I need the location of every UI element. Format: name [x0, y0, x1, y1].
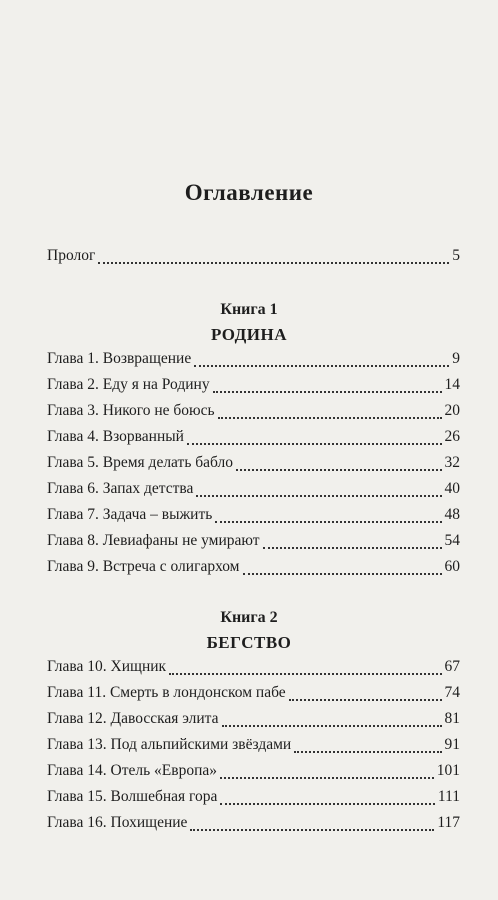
toc-entry-chapter-7 — [47, 506, 460, 528]
toc-entry-page: 101 — [436, 762, 460, 779]
toc-entry-chapter-11 — [47, 684, 460, 706]
toc-entry-chapter-2 — [47, 376, 460, 398]
book-1-label: Книга 1 — [220, 301, 278, 318]
toc-entry-page: 14 — [444, 376, 460, 393]
dot-leader — [169, 673, 441, 675]
dot-leader — [220, 803, 435, 805]
toc-entry-chapter-3 — [47, 402, 460, 424]
toc-entry-chapter-13 — [47, 736, 460, 758]
toc-entry-label: Глава 4. Взорванный — [47, 428, 184, 445]
toc-title: Оглавление — [184, 180, 314, 205]
toc-entry-label: Глава 8. Левиафаны не умирают — [47, 532, 260, 549]
toc-entry-label: Глава 2. Еду я на Родину — [47, 376, 210, 393]
toc-entry-chapter-12 — [47, 710, 460, 732]
toc-entry-label: Глава 3. Никого не боюсь — [47, 402, 215, 419]
toc-entry-chapter-15 — [47, 788, 460, 810]
dot-leader — [196, 495, 441, 497]
dot-leader — [187, 443, 442, 445]
toc-entry-page: 40 — [444, 480, 460, 497]
toc-entry-page: 20 — [444, 402, 460, 419]
toc-entry-chapter-5 — [47, 454, 460, 476]
toc-entry-label: Глава 13. Под альпийскими звёздами — [47, 736, 292, 753]
toc-entry-label: Глава 1. Возвращение — [47, 350, 192, 367]
dot-leader — [218, 417, 442, 419]
toc-entry-label: Глава 14. Отель «Европа» — [47, 762, 218, 779]
toc-entry-label: Пролог — [47, 247, 96, 264]
dot-leader — [263, 547, 442, 549]
toc-entry-page: 48 — [444, 506, 460, 523]
book-2-name: БЕГСТВО — [206, 633, 292, 652]
dot-leader — [194, 365, 449, 367]
dot-leader — [220, 777, 434, 779]
toc-entry-page: 26 — [444, 428, 460, 445]
toc-entry-label: Глава 9. Встреча с олигархом — [47, 558, 240, 575]
dot-leader — [236, 469, 441, 471]
toc-entry-chapter-1 — [47, 350, 460, 372]
toc-entry-page: 67 — [444, 658, 460, 675]
dot-leader — [294, 751, 441, 753]
dot-leader — [289, 699, 442, 701]
toc-entry-page: 9 — [452, 350, 460, 367]
toc-entry-chapter-9 — [47, 558, 460, 580]
toc-entry-label: Глава 15. Волшебная гора — [47, 788, 218, 805]
toc-entry-label: Глава 5. Время делать бабло — [47, 454, 234, 471]
toc-entry-chapter-14 — [47, 762, 460, 784]
toc-entry-page: 60 — [444, 558, 460, 575]
toc-entry-page: 117 — [437, 814, 460, 831]
dot-leader — [98, 262, 449, 264]
dot-leader — [213, 391, 442, 393]
toc-entry-page: 111 — [437, 788, 460, 805]
dot-leader — [222, 725, 442, 727]
toc-entry-label: Глава 16. Похищение — [47, 814, 188, 831]
toc-entry-page: 54 — [444, 532, 460, 549]
toc-entry-chapter-4 — [47, 428, 460, 450]
toc-entry-label: Глава 12. Давосская элита — [47, 710, 219, 727]
toc-entry-label: Глава 7. Задача – выжить — [47, 506, 213, 523]
toc-entry-chapter-8 — [47, 532, 460, 554]
toc-entry-label: Глава 10. Хищник — [47, 658, 167, 675]
toc-entry-page: 32 — [444, 454, 460, 471]
toc-entry-label: Глава 11. Смерть в лондонском пабе — [47, 684, 286, 701]
dot-leader — [190, 829, 434, 831]
toc-entry-prologue — [47, 247, 460, 269]
toc-entry-page: 74 — [444, 684, 460, 701]
book-2-label: Книга 2 — [220, 609, 278, 626]
toc-entry-chapter-10 — [47, 658, 460, 680]
dot-leader — [243, 573, 442, 575]
toc-entry-page: 81 — [444, 710, 460, 727]
toc-entry-page: 91 — [444, 736, 460, 753]
toc-entry-label: Глава 6. Запах детства — [47, 480, 194, 497]
book-1-name: РОДИНА — [210, 325, 288, 344]
toc-entry-page: 5 — [452, 247, 460, 264]
toc-entry-chapter-16 — [47, 814, 460, 836]
toc-entry-chapter-6 — [47, 480, 460, 502]
dot-leader — [215, 521, 441, 523]
